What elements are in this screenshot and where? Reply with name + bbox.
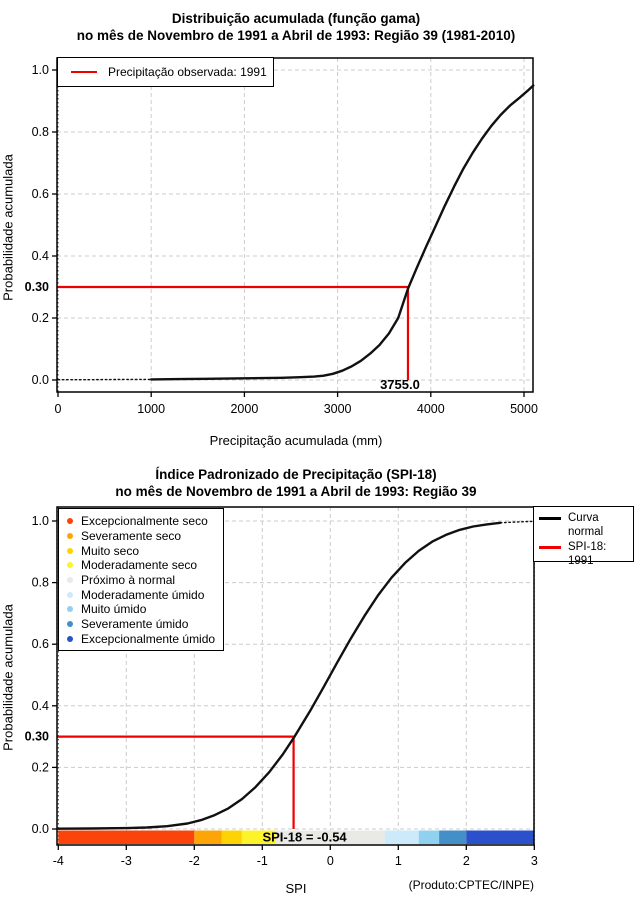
y-tick-label: 1.0 (31, 514, 49, 528)
category-legend-item (65, 558, 217, 573)
x-tick-label: 0 (326, 854, 334, 868)
observed-value-annotation: 3755.0 (380, 377, 420, 392)
curve-legend-label: SPI-18: 1991 (568, 541, 607, 567)
y-axis-label: Probabilidade acumulada (0, 154, 16, 301)
spi-value-annotation: SPI-18 = -0.54 (262, 829, 347, 845)
category-color-dot (67, 621, 73, 627)
category-legend-item (65, 632, 217, 647)
x-tick-label: 2 (462, 854, 470, 868)
category-label: Severamente úmido (81, 617, 189, 632)
category-color-dot (67, 562, 73, 568)
curve-legend (533, 506, 634, 567)
spi-band (439, 831, 466, 845)
category-legend-item (65, 543, 217, 558)
chart-title-line2: no mês de Novembro de 1991 a Abril de 1993: Região 39 (1981-2010) (76, 28, 516, 43)
category-color-dot (67, 592, 73, 598)
chart-title-line2: no mês de Novembro de 1991 a Abril de 1993: Região 39 (115, 484, 477, 499)
category-legend-item (65, 587, 217, 602)
category-label: Muito úmido (81, 602, 147, 617)
category-label: Excepcionalmente seco (81, 514, 208, 529)
x-tick-label: -1 (256, 854, 268, 868)
x-axis-label: SPI (285, 881, 307, 896)
category-label: Moderadamente úmido (81, 587, 205, 602)
category-label: Próximo à normal (81, 573, 176, 588)
curve-legend-item (539, 512, 628, 539)
category-label: Excepcionalmente úmido (81, 631, 216, 646)
spi-band (222, 831, 242, 845)
y-axis-label: Probabilidade acumulada (0, 604, 16, 751)
category-label: Severamente seco (81, 529, 182, 544)
chart-title (0, 466, 592, 500)
curva-normal-fim (500, 521, 534, 523)
chart-title-line1: Distribuição acumulada (função gama) (171, 11, 421, 26)
spi-band (385, 831, 419, 845)
y-tick-label: 0.6 (31, 187, 49, 201)
category-color-dot (67, 518, 73, 524)
red-line-sample (71, 71, 97, 74)
spi-band (466, 831, 534, 845)
category-color-dot (67, 548, 73, 554)
x-tick-label: -4 (52, 854, 64, 868)
plot-box (57, 58, 533, 392)
chart-title (0, 10, 592, 44)
observed-precipitation-legend (57, 57, 274, 87)
product-credit: (Produto:CPTEC/INPE) (408, 878, 534, 892)
x-tick-label: 1000 (137, 402, 166, 416)
category-color-dot (67, 577, 73, 583)
y-tick-label: 0.8 (31, 575, 49, 590)
curve-legend-item (539, 541, 628, 568)
x-tick-label: 3000 (323, 402, 352, 416)
y-tick-label: 0.8 (31, 125, 49, 139)
x-tick-label: 3 (530, 854, 538, 868)
spi-band (419, 831, 439, 845)
y-tick-label: 1.0 (31, 63, 49, 77)
spi-band (194, 831, 221, 845)
spi-category-legend (58, 508, 224, 651)
x-tick-label: -2 (188, 854, 200, 868)
line-sample (539, 546, 561, 549)
x-tick-label: 0 (54, 402, 62, 416)
spi-band (58, 831, 194, 845)
y-tick-label: 0.2 (31, 311, 49, 325)
x-tick-label: -3 (120, 854, 132, 868)
category-color-dot (67, 533, 73, 539)
y-tick-label: 0.6 (31, 637, 49, 652)
curva-gama (151, 86, 533, 380)
category-legend-item (65, 529, 217, 544)
x-tick-label: 2000 (230, 402, 259, 416)
y-tick-label: 0.0 (31, 822, 49, 836)
y-tick-label: 0.0 (31, 373, 49, 387)
category-legend-item (65, 617, 217, 632)
category-legend-item (65, 602, 217, 617)
curve-legend-label: Curva normal (568, 512, 604, 538)
probability-value-label: 0.30 (24, 280, 49, 294)
category-label: Moderadamente seco (81, 558, 198, 573)
x-axis-label: Precipitação acumulada (mm) (209, 433, 383, 448)
chart-title-line1: Índice Padronizado de Precipitação (SPI-18) (155, 467, 437, 482)
probability-value-label: 0.30 (24, 729, 49, 744)
line-sample (539, 517, 561, 520)
x-tick-label: 1 (394, 854, 402, 868)
spi-cdf-chart (0, 455, 640, 900)
category-color-dot (67, 606, 73, 612)
category-color-dot (67, 636, 73, 642)
legend-label: Precipitação observada: 1991 (108, 65, 267, 79)
y-tick-label: 0.4 (31, 698, 49, 713)
y-tick-label: 0.2 (31, 760, 49, 775)
y-tick-label: 0.4 (31, 249, 49, 263)
category-legend-item (65, 514, 217, 529)
x-tick-label: 5000 (510, 402, 538, 416)
category-label: Muito seco (81, 543, 140, 558)
category-legend-item (65, 573, 217, 588)
x-tick-label: 4000 (416, 402, 445, 416)
